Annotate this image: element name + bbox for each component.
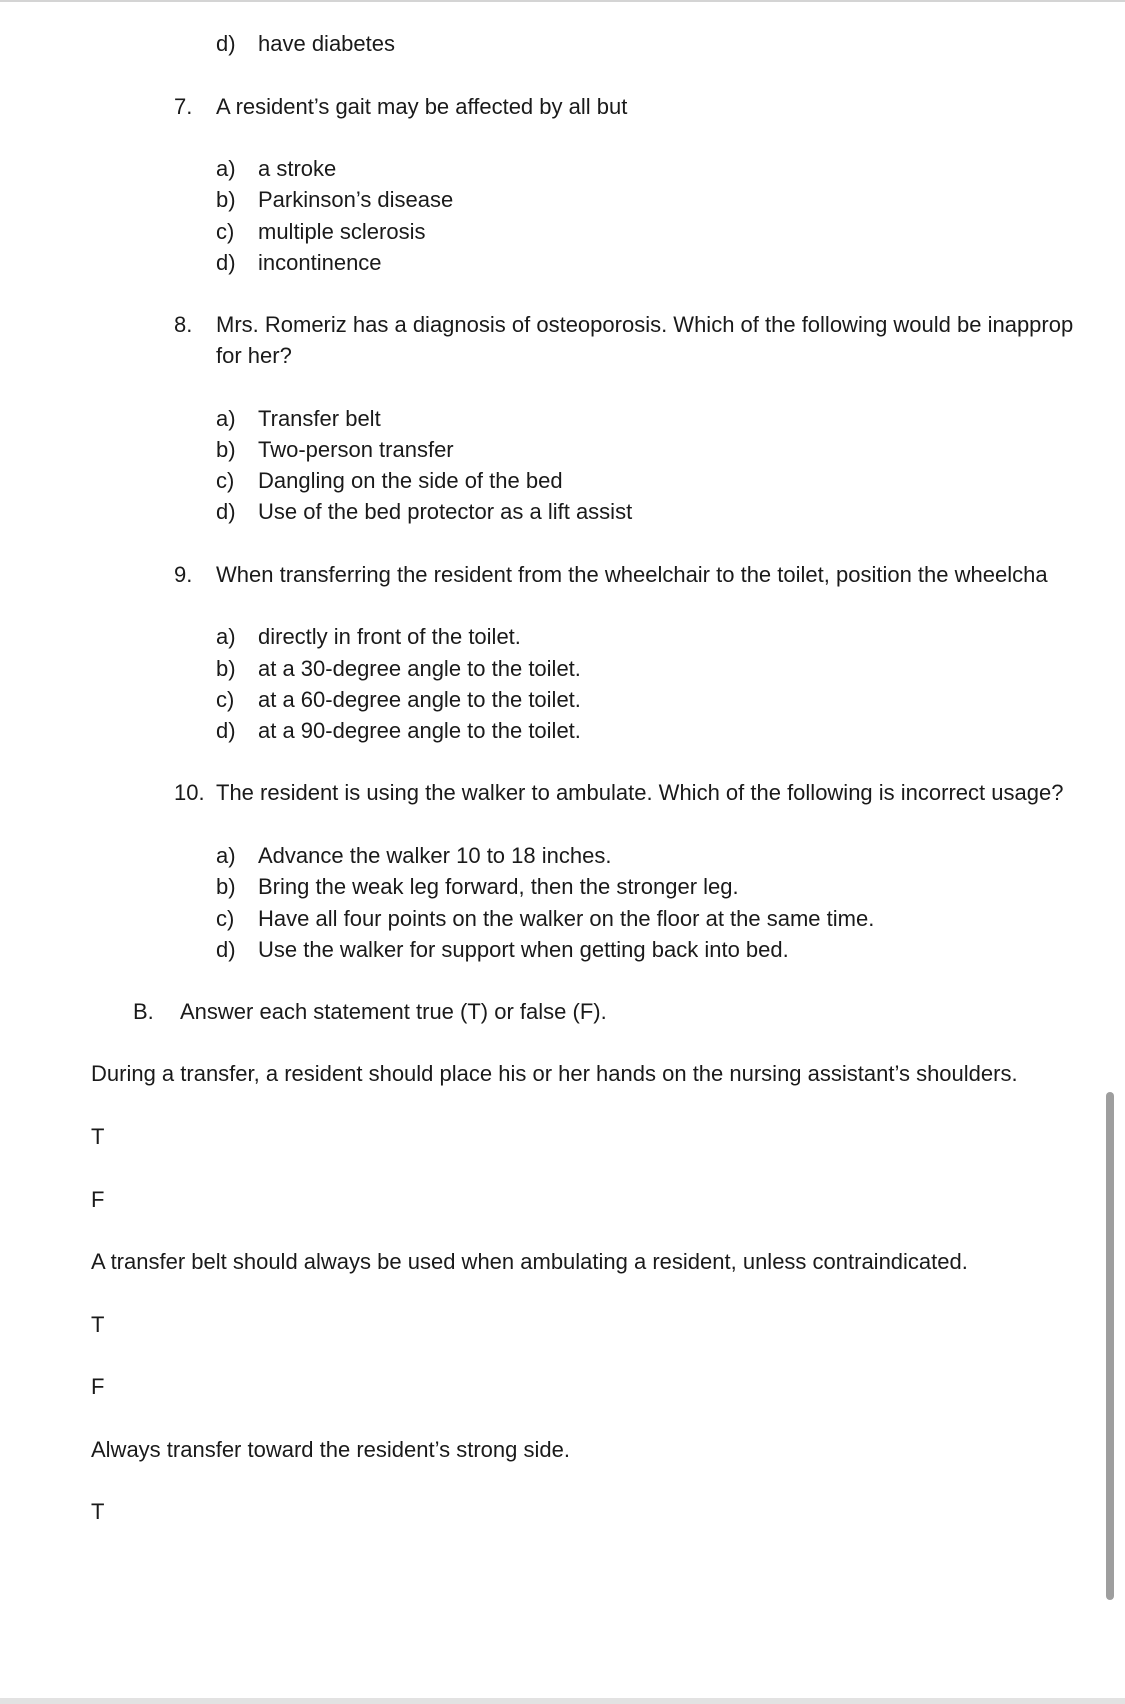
q6-option-d-text: have diabetes xyxy=(258,31,395,56)
q8-option-a-text: Transfer belt xyxy=(258,406,381,431)
q10-option-d-text: Use the walker for support when getting back into bed. xyxy=(258,937,789,962)
q7-text: A resident’s gait may be affected by all but xyxy=(216,94,628,119)
q9-option-c-letter: c) xyxy=(216,687,235,712)
q7-option-a-text: a stroke xyxy=(258,156,337,181)
q9-option-a-letter: a) xyxy=(216,624,236,649)
q7-option-b-letter: b) xyxy=(216,187,236,212)
q8-option-c-letter: c) xyxy=(216,468,235,493)
q8-option-d-letter: d) xyxy=(216,499,236,524)
q10-option-c-letter: c) xyxy=(216,906,235,931)
q10-option-b-text: Bring the weak leg forward, then the stronger leg. xyxy=(258,874,739,899)
section-b-letter: B. xyxy=(133,999,154,1024)
q10-option-a-text: Advance the walker 10 to 18 inches. xyxy=(258,843,612,868)
q8-number: 8. xyxy=(174,312,193,337)
q9-option-a-text: directly in front of the toilet. xyxy=(258,624,521,649)
tf-statement-3: Always transfer toward the resident’s strong side. xyxy=(91,1437,570,1462)
q10-option-c-text: Have all four points on the walker on the floor at the same time. xyxy=(258,906,875,931)
q9-option-c-text: at a 60-degree angle to the toilet. xyxy=(258,687,581,712)
q7-number: 7. xyxy=(174,94,193,119)
q9-option-b-text: at a 30-degree angle to the toilet. xyxy=(258,656,581,681)
q9-number: 9. xyxy=(174,562,193,587)
q6-option-d-letter: d) xyxy=(216,31,236,56)
q9-option-b-letter: b) xyxy=(216,656,236,681)
section-b-heading: Answer each statement true (T) or false (F). xyxy=(180,999,607,1024)
q7-option-c-text: multiple sclerosis xyxy=(258,219,426,244)
q10-option-d-letter: d) xyxy=(216,937,236,962)
tf-statement-1: During a transfer, a resident should place his or her hands on the nursing assistant’s shoulders. xyxy=(91,1061,1018,1086)
q9-option-d-letter: d) xyxy=(216,718,236,743)
q8-text-continued: for her? xyxy=(216,343,292,368)
q9-text: When transferring the resident from the wheelchair to the toilet, position the wheelcha xyxy=(216,562,1048,587)
q10-option-a-letter: a) xyxy=(216,843,236,868)
tf-statement-2-false-option[interactable]: F xyxy=(91,1374,105,1399)
q8-text: Mrs. Romeriz has a diagnosis of osteoporosis. Which of the following would be inapprop xyxy=(216,312,1074,337)
tf-statement-1-true-option[interactable]: T xyxy=(91,1124,105,1149)
bottom-edge xyxy=(0,1698,1125,1704)
vertical-scrollbar[interactable] xyxy=(1103,1092,1117,1600)
tf-statement-2: A transfer belt should always be used when ambulating a resident, unless contraindicated. xyxy=(91,1249,968,1274)
q8-option-b-letter: b) xyxy=(216,437,236,462)
q7-option-a-letter: a) xyxy=(216,156,236,181)
q7-option-b-text: Parkinson’s disease xyxy=(258,187,454,212)
q8-option-d-text: Use of the bed protector as a lift assist xyxy=(258,499,633,524)
q9-option-d-text: at a 90-degree angle to the toilet. xyxy=(258,718,581,743)
q10-text: The resident is using the walker to ambulate. Which of the following is incorrect usage? xyxy=(216,780,1064,805)
q7-option-d-letter: d) xyxy=(216,250,236,275)
tf-statement-3-true-option[interactable]: T xyxy=(91,1499,105,1524)
q8-option-c-text: Dangling on the side of the bed xyxy=(258,468,563,493)
q8-option-a-letter: a) xyxy=(216,406,236,431)
scrollbar-thumb[interactable] xyxy=(1106,1092,1114,1600)
q7-option-d-text: incontinence xyxy=(258,250,382,275)
tf-statement-1-false-option[interactable]: F xyxy=(91,1187,105,1212)
tf-statement-2-true-option[interactable]: T xyxy=(91,1312,105,1337)
q10-option-b-letter: b) xyxy=(216,874,236,899)
q7-option-c-letter: c) xyxy=(216,219,235,244)
q8-option-b-text: Two-person transfer xyxy=(258,437,454,462)
q10-number: 10. xyxy=(174,780,205,805)
